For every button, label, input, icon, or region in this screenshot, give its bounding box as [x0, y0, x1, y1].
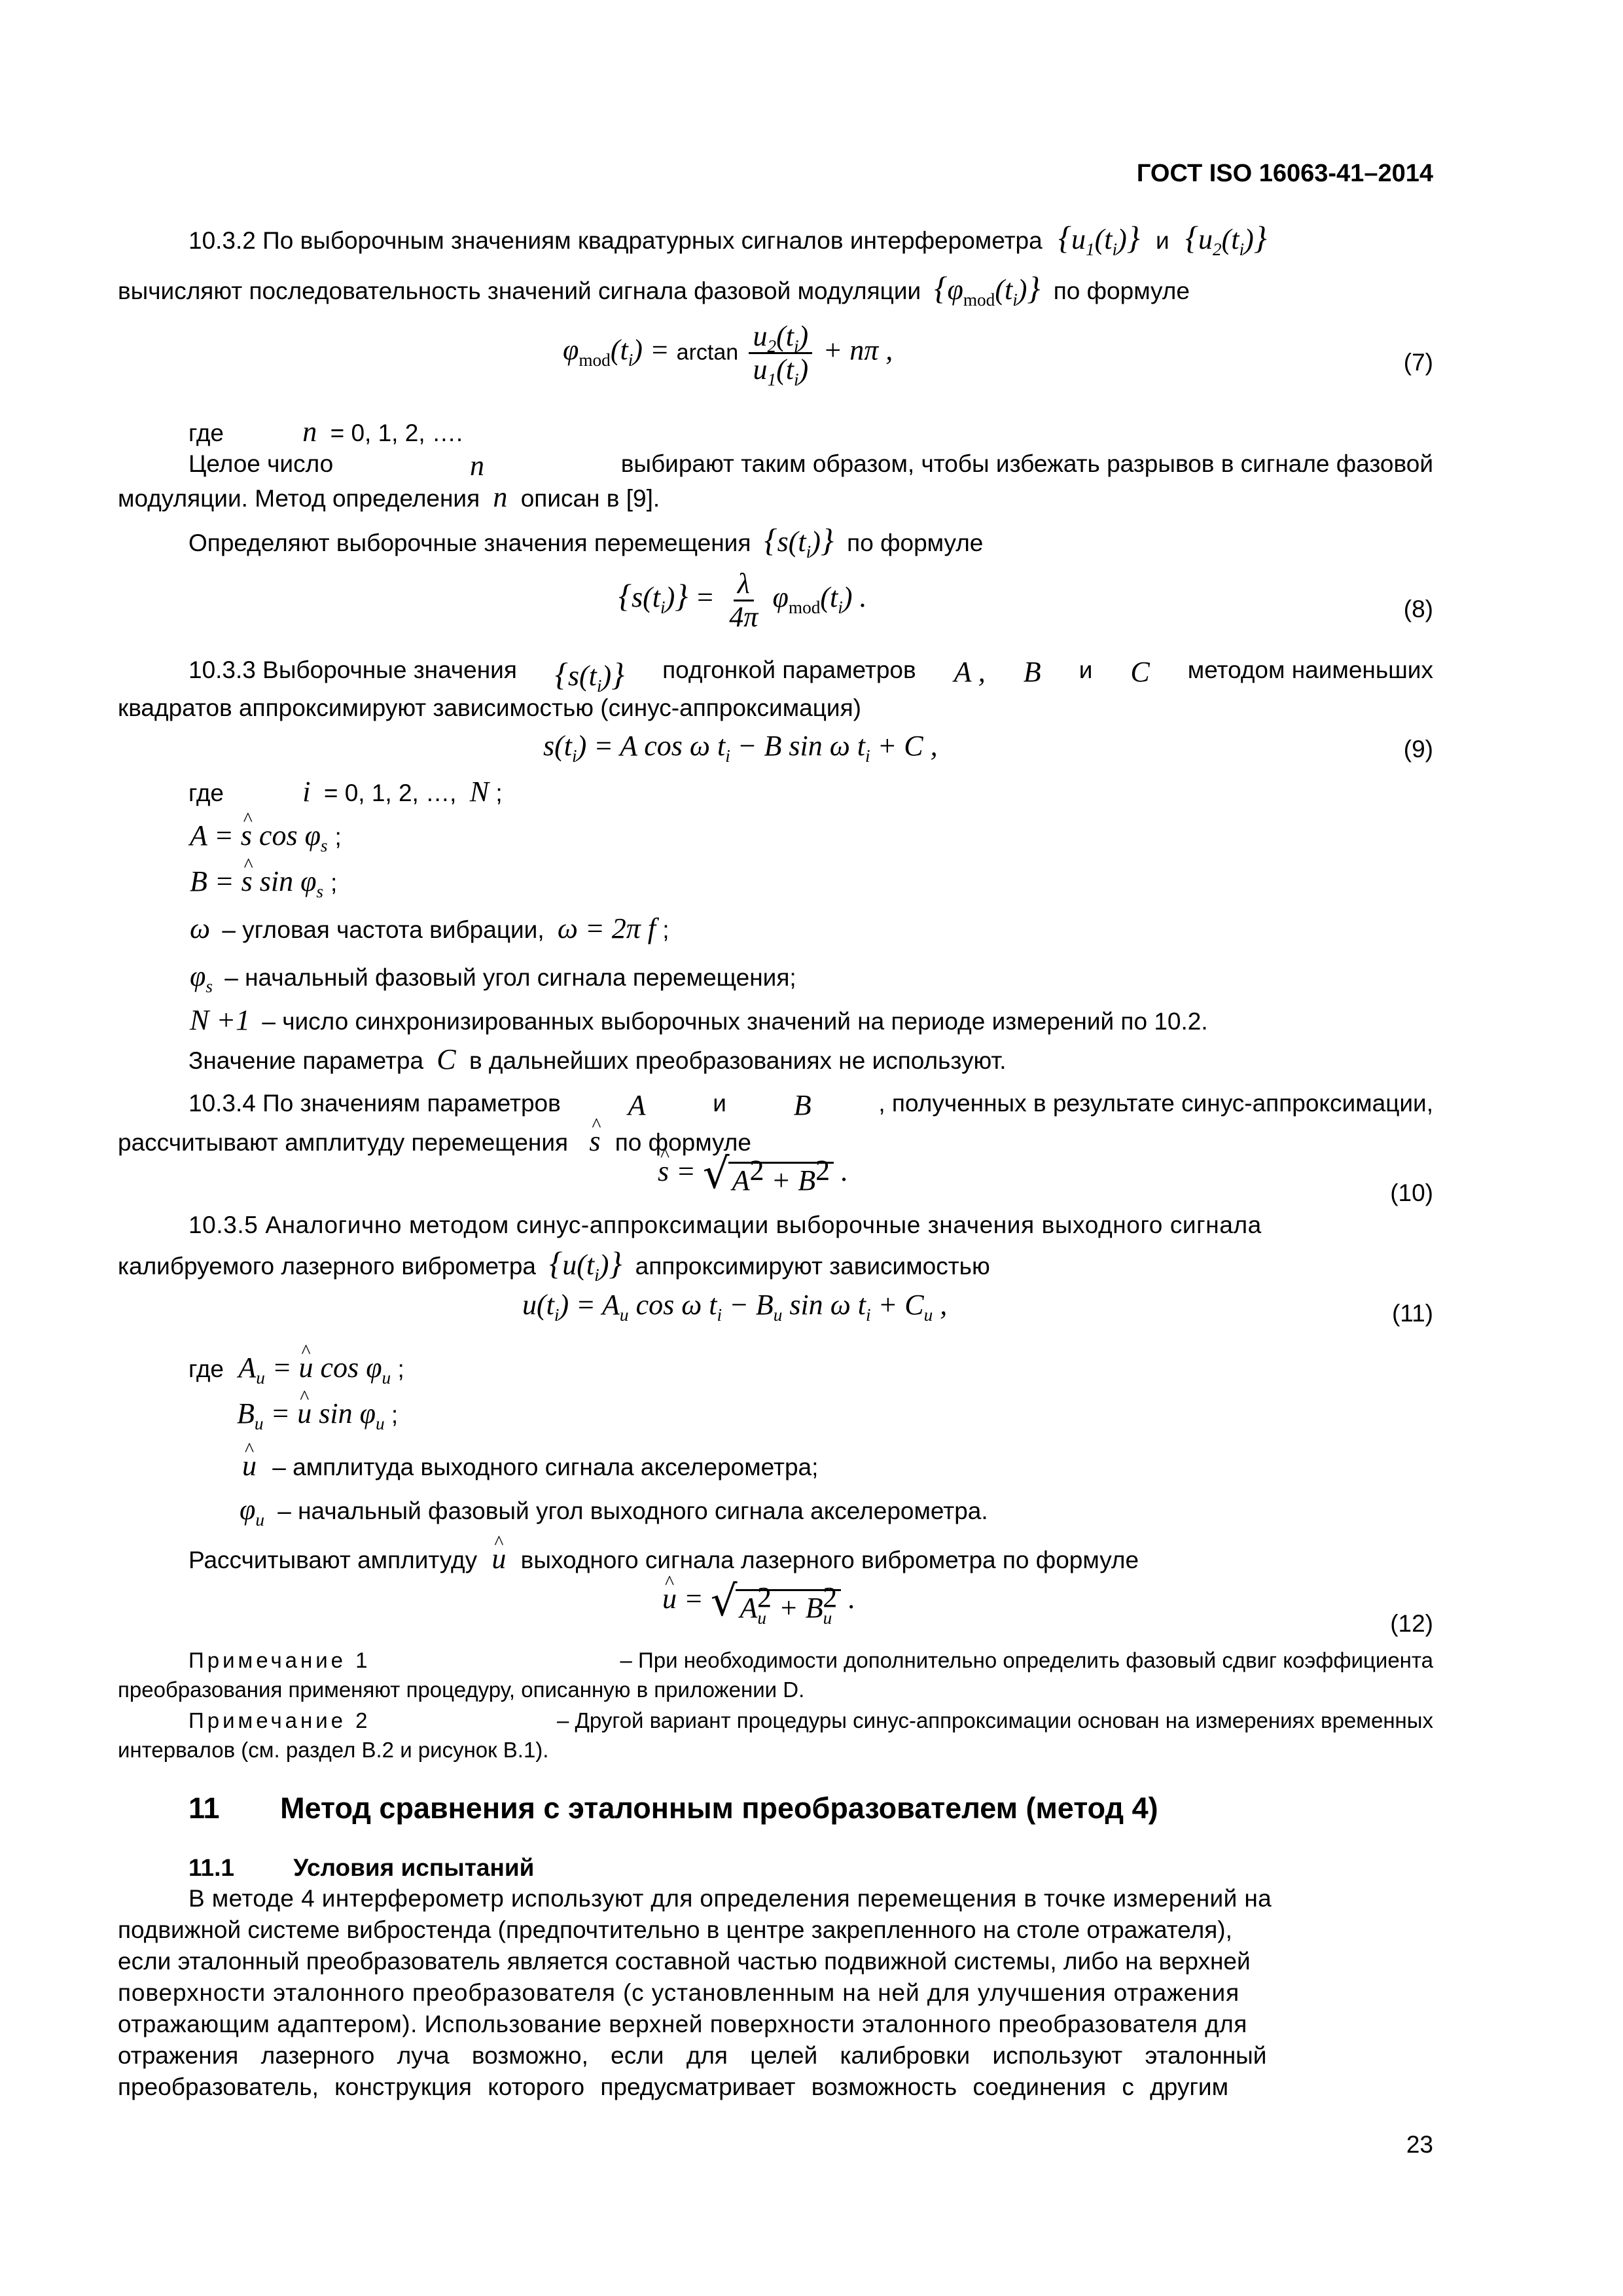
symbol-A: A	[628, 1089, 646, 1121]
text: – амплитуда выходного сигнала акселерометра;	[272, 1454, 819, 1480]
symbol-C: C	[437, 1043, 456, 1075]
symbol-A: A ,	[954, 656, 986, 688]
text-and: и	[713, 1090, 726, 1117]
text-by-formula: по формуле	[1053, 278, 1190, 304]
para-integer-line2	[118, 483, 660, 512]
para-11-1-line7	[118, 2075, 1433, 2099]
text: – Другой вариант процедуры синус-аппроксимации основан на измерениях временных	[557, 1708, 1433, 1732]
text: если эталонный преобразователь является составной частью подвижной системы, либо на верхней	[118, 1948, 1251, 1975]
equation-10-number: (10)	[1390, 1179, 1433, 1206]
def-phi-u	[240, 1494, 988, 1530]
para-10-3-4-line1	[188, 1091, 1433, 1120]
def-N1	[190, 1006, 1208, 1035]
formula-s: $\{s(t_i)\}$	[554, 656, 625, 696]
text: рассчитывают амплитуду перемещения	[118, 1129, 569, 1156]
text: Определяют выборочные значения перемещения	[188, 529, 751, 556]
text: Рассчитывают амплитуду	[188, 1547, 478, 1573]
eq10-sqrt: √ $A^2 + B^2$	[703, 1153, 834, 1195]
def-A: A = ^ s $\cos \varphi_s$ ;	[190, 821, 342, 850]
section-11-heading	[188, 1793, 1158, 1823]
text: по формуле	[847, 529, 984, 556]
text-where: где	[188, 420, 224, 446]
text: – начальный фазовый угол сигнала перемещения;	[224, 964, 796, 991]
text: 10.3.3 Выборочные значения	[188, 656, 517, 683]
text: в дальнейших преобразованиях не используют.	[469, 1047, 1007, 1074]
formula-u1: $\{u_1(t_i)\}$	[1058, 219, 1140, 259]
para-10-3-5-line1	[188, 1213, 1433, 1237]
equation-12-number: (12)	[1390, 1610, 1433, 1637]
symbol-N-plus-1: N +1	[190, 1004, 251, 1036]
note-1-line2: преобразования применяют процедуру, описанную в приложении D.	[118, 1677, 805, 1702]
equation-9-number: (9)	[1403, 736, 1433, 762]
symbol-C: C	[1130, 656, 1150, 688]
para-10-3-3-line2: квадратов аппроксимируют зависимостью (синус-аппроксимация)	[118, 694, 861, 721]
eq7-fraction: $\frac{u_2(t_i)}{u_1(t_i)}$	[749, 322, 812, 384]
page-number: 23	[1406, 2131, 1433, 2158]
note-2-line1	[188, 1710, 1433, 1731]
note-1-label: Примечание 1	[188, 1648, 371, 1672]
text: Значение параметра	[188, 1047, 424, 1074]
text: 10.3.5 Аналогично методом синус-аппроксимации выборочные значения выходного сигнала	[188, 1211, 1262, 1238]
para-11-1-line2	[118, 1918, 1433, 1942]
para-10-3-2-line2	[118, 270, 1190, 310]
para-displacement	[188, 522, 984, 562]
text: по формуле	[615, 1129, 751, 1156]
formula-u: $\{u(t_i)\}$	[549, 1245, 622, 1285]
where-n-line	[188, 418, 463, 446]
eq8-fraction: $\frac{\lambda}{4\pi}$	[729, 567, 758, 633]
symbol-omega: ω	[190, 912, 211, 944]
equation-7-number: (7)	[1403, 349, 1433, 376]
symbol-N: N	[469, 776, 490, 808]
text: описан в [9].	[520, 485, 660, 512]
def-B: B = ^ s $\sin \varphi_s$ ;	[190, 867, 337, 896]
text: аппроксимируют зависимостью	[635, 1253, 990, 1280]
note-1-line1	[188, 1649, 1433, 1671]
para-11-1-line6	[118, 2043, 1433, 2068]
i-values: = 0, 1, 2, …,	[323, 780, 457, 806]
para-10-3-4-line2	[118, 1127, 751, 1156]
def-Bu: $B_u$ = ^ u $\sin \varphi_u$	[237, 1397, 385, 1429]
symbol-u-hat: ^ u	[491, 1543, 506, 1575]
def-phi-s	[190, 960, 796, 996]
def-Au: $A_u$ = ^ u $\cos \varphi_u$	[238, 1352, 391, 1384]
para-11-1-line4	[118, 1981, 1433, 2005]
text-and: и	[1156, 227, 1169, 254]
para-10-3-3-line1	[188, 656, 1433, 696]
param-C-note	[188, 1045, 1007, 1074]
eq7-rhs: + nπ ,	[823, 334, 893, 367]
where-Au: где $A_u$ = ^ u $\cos \varphi_u$ ;	[188, 1354, 404, 1382]
symbol-phi-u: $\varphi_u$	[240, 1494, 264, 1530]
text: отражающим адаптером). Использование верхней поверхности эталонного преобразователя для	[118, 2011, 1247, 2037]
para-11-1-line3	[118, 1949, 1433, 1973]
n-values: = 0, 1, 2, ….	[330, 420, 463, 446]
eq7-arctan: arctan	[676, 340, 739, 365]
note-2-line2: интервалов (см. раздел В.2 и рисунок В.1).	[118, 1738, 549, 1762]
text: – При необходимости дополнительно определить фазовый сдвиг коэффициента	[620, 1648, 1433, 1672]
subsection-title: Условия испытаний	[293, 1854, 535, 1881]
para-amplitude	[188, 1545, 1139, 1573]
standard-header: ГОСТ ISO 16063-41–2014	[1136, 160, 1433, 187]
subsection-number: 11.1	[188, 1854, 234, 1881]
text: отражения лазерного луча возможно, если для целей калибровки используют эталонный	[118, 2042, 1267, 2069]
eq8-rhs: $\varphi_{mod}(t_i)$ .	[772, 581, 867, 618]
equation-12: ^ u = √ $A_u^2 + B_u^2$ .	[662, 1581, 855, 1623]
equation-11-number: (11)	[1391, 1300, 1433, 1327]
formula-s: $\{s(t_i)\}$	[764, 522, 834, 562]
section-number: 11	[188, 1791, 220, 1825]
text: выбирают таким образом, чтобы избежать разрывов в сигнале фазовой	[620, 450, 1433, 477]
symbol-phi-s: $\varphi_s$	[190, 960, 213, 996]
text-and: и	[1079, 656, 1093, 683]
text: модуляции. Метод определения	[118, 485, 480, 512]
text: В методе 4 интерферометр используют для определения перемещения в точке измерений на	[188, 1885, 1272, 1912]
text: методом наименьших	[1187, 656, 1433, 683]
symbol-i: i	[302, 776, 311, 808]
symbol-n: n	[493, 481, 508, 513]
text: 10.3.4 По значениям параметров	[188, 1090, 561, 1117]
equation-8-number: (8)	[1403, 596, 1433, 622]
section-title: Метод сравнения с эталонным преобразователем (метод 4)	[280, 1791, 1158, 1825]
text: выходного сигнала лазерного виброметра по формуле	[520, 1547, 1139, 1573]
text: преобразователь, конструкция которого предусматривает возможность соединения с другим	[118, 2073, 1229, 2100]
eq7-lhs: $\varphi_{mod}(t_i)$ =	[563, 334, 669, 370]
def-omega: ω – угловая частота вибрации, ω = 2π f ;	[190, 912, 669, 944]
symbol-B: B	[793, 1089, 812, 1121]
text: подвижной системе вибростенда (предпочтительно в центре закрепленного на столе отражателя),	[118, 1916, 1232, 1943]
symbol-n: n	[302, 416, 317, 448]
symbol-n: n	[469, 450, 484, 482]
text: калибруемого лазерного виброметра	[118, 1253, 536, 1280]
text: – угловая частота вибрации,	[222, 916, 544, 943]
formula-u2: $\{u_2(t_i)\}$	[1185, 219, 1267, 259]
text-where: где	[188, 780, 224, 806]
text: поверхности эталонного преобразователя (с установленным на ней для улучшения отражения	[118, 1979, 1240, 2006]
def-Bu-line: $B_u$ = ^ u $\sin \varphi_u$ ;	[237, 1399, 398, 1428]
eq12-sqrt: √ $A_u^2 + B_u^2$	[711, 1581, 842, 1623]
section-11-1-heading	[188, 1856, 534, 1880]
text-where: где	[188, 1355, 224, 1382]
formula-omega: ω = 2π f	[557, 912, 656, 944]
text: , полученных в результате синус-аппроксимации,	[878, 1090, 1433, 1117]
text: Целое число	[188, 450, 334, 477]
equation-9: $s(t_i) = A$ cos ω $t_i - B$ sin ω $t_i + C$ ,	[543, 730, 938, 766]
text: – начальный фазовый угол выходного сигнала акселерометра.	[277, 1498, 988, 1524]
para-10-3-2-line1	[188, 219, 1267, 259]
symbol-s-hat: ^ s	[589, 1125, 600, 1157]
equation-10: ^ s = √ $A^2 + B^2$ .	[658, 1153, 848, 1195]
para-10-3-5-line2	[118, 1245, 990, 1285]
formula-phi-mod: $\{\varphi_{mod}(t_i)\}$	[934, 270, 1041, 310]
para-11-1-line1	[188, 1886, 1433, 1910]
symbol-u-hat: ^ u	[242, 1450, 257, 1482]
para-integer-line1	[188, 452, 1433, 480]
text: – число синхронизированных выборочных значений на периоде измерений по 10.2.	[262, 1008, 1208, 1035]
def-u-hat	[242, 1452, 818, 1480]
where-i-line: где i = 0, 1, 2, …, N ;	[188, 776, 503, 808]
eq8-lhs: $\{s(t_i)\}$ =	[618, 577, 715, 618]
text: 10.3.2 По выборочным значениям квадратурных сигналов интерферометра	[188, 227, 1043, 254]
text: вычисляют последовательность значений сигнала фазовой модуляции	[118, 278, 921, 304]
para-11-1-line5	[118, 2012, 1433, 2036]
symbol-B: B	[1023, 656, 1041, 688]
text: подгонкой параметров	[662, 656, 916, 683]
note-2-label: Примечание 2	[188, 1708, 371, 1732]
equation-7	[563, 320, 893, 389]
equation-11: $u(t_i) = A_u$ cos ω $t_i - B_u$ sin ω $t_i + C_u$ ,	[522, 1289, 948, 1325]
equation-8	[618, 569, 867, 632]
